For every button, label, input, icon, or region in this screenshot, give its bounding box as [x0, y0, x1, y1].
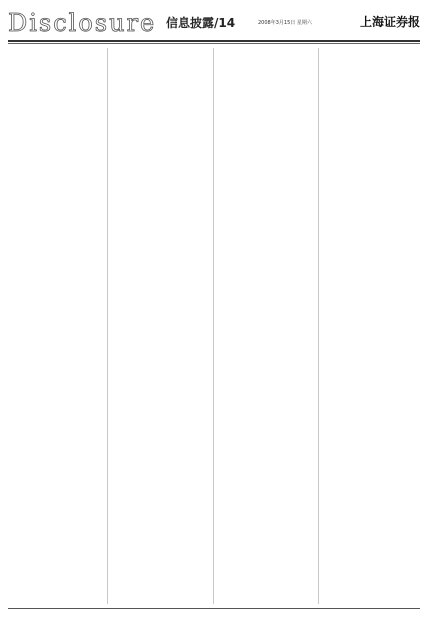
masthead-rule: [8, 40, 420, 42]
section-wordmark: Disclosure: [8, 9, 157, 37]
text-column-2: [114, 48, 214, 604]
page-footer: [8, 608, 420, 623]
section-title: 信息披露/14: [166, 16, 236, 30]
article-columns: [8, 48, 420, 604]
text-column-1: [8, 48, 108, 604]
text-column-4: [325, 48, 420, 604]
masthead: [8, 6, 420, 42]
newspaper-name: 上海证券报: [359, 15, 420, 29]
masthead-rule-thin: [8, 43, 420, 44]
text-column-3: [220, 48, 320, 604]
issue-date: 2008年3月15日 星期六: [258, 20, 312, 26]
